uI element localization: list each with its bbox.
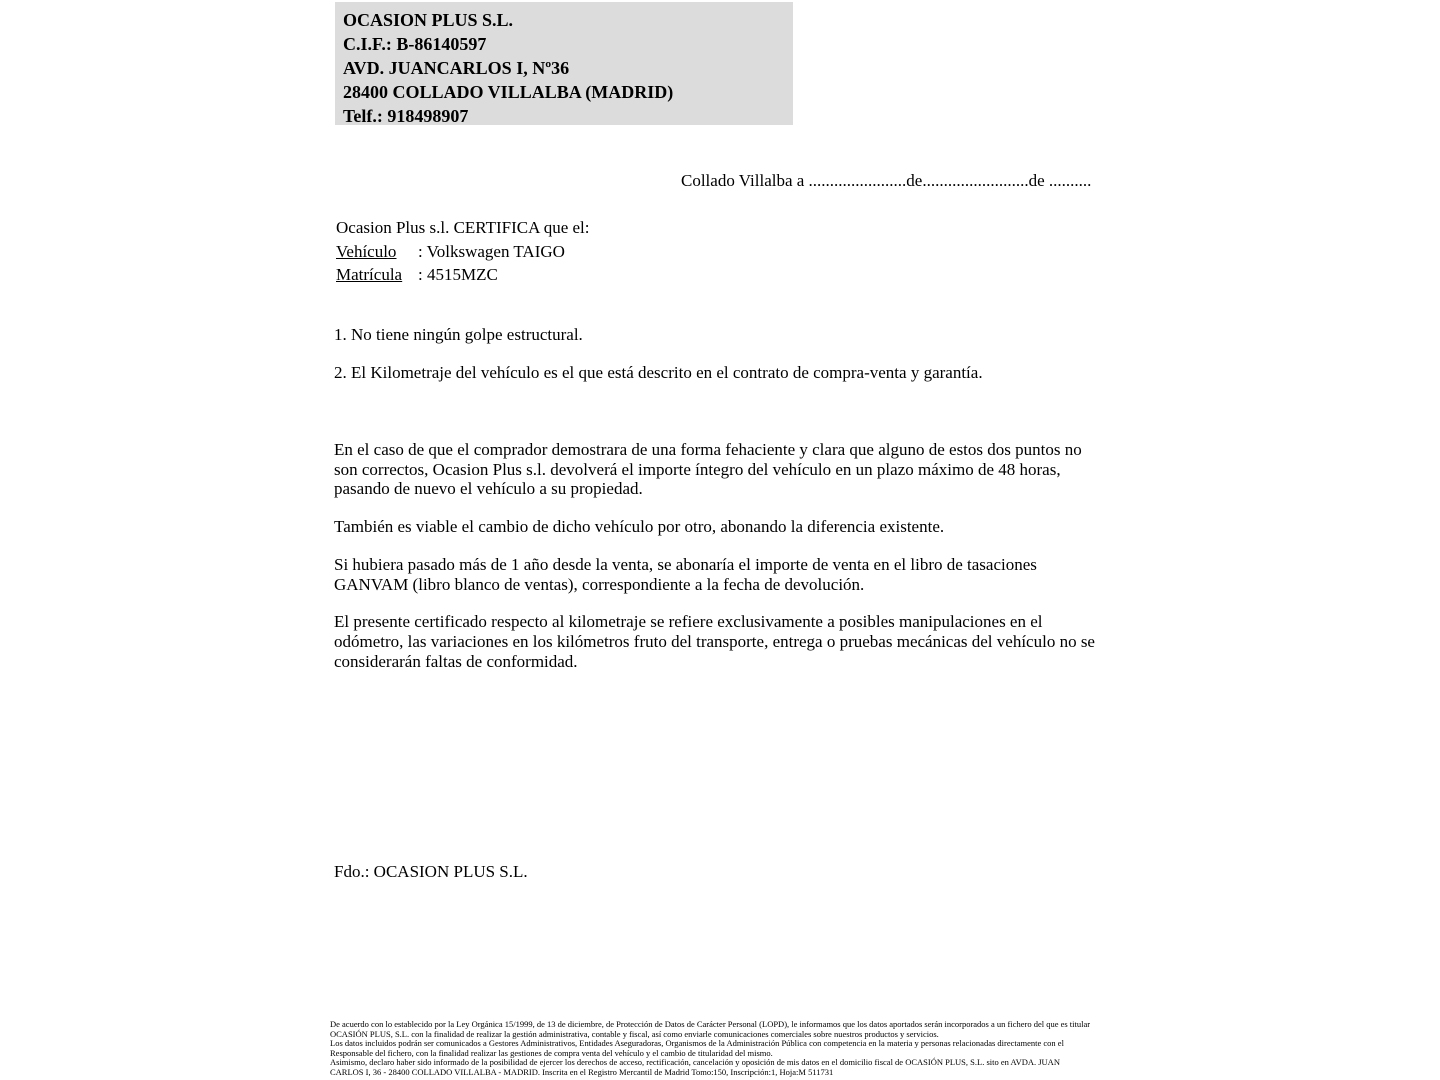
paragraph-odometer: El presente certificado respecto al kilometraje se refiere exclusivamente a posibles manipulaciones en el odómetro, las variaciones en los kilómetros fruto del transporte, entrega o pruebas mecánicas del vehículo no se considerarán faltas de conformidad. (334, 612, 1095, 671)
company-name: OCASION PLUS S.L. (343, 10, 514, 30)
company-header-box (335, 2, 793, 125)
certification-intro: Ocasion Plus s.l. CERTIFICA que el: (336, 218, 590, 237)
certified-points (334, 325, 1104, 400)
legal-line-1: De acuerdo con lo establecido por la Ley Orgánica 15/1999, de 13 de diciembre, de Protección de Datos de Carácter Personal (LOPD), le informamos que los datos aportados serán incorporados a un fichero del que es titular (330, 1019, 1091, 1029)
legal-line-5: Asimismo, declaro haber sido informado de la posibilidad de ejercer los derechos de acceso, rectificación, cancelación y oposición de mis datos en el domicilio fiscal de OCASIÓN PLUS, S.L. sito en AVDA. JUAN (330, 1057, 1060, 1068)
point-1: 1. No tiene ningún golpe estructural. (334, 325, 583, 344)
point-2: 2. El Kilometraje del vehículo es el que está descrito en el contrato de compra-venta y garantía. (334, 362, 983, 382)
plate-field (336, 263, 590, 287)
certification-block (336, 216, 590, 287)
signature-line: Fdo.: OCASION PLUS S.L. (334, 862, 528, 881)
legal-line-2: OCASIÓN PLUS, S.L. con la finalidad de realizar la gestión administrativa, contable y fiscal, así como enviarle comunicaciones comerciales sobre nuestros productos y servicios. (330, 1028, 939, 1039)
legal-line-3: Los datos incluidos podrán ser comunicados a Gestores Administrativos, Entidades Aseguradoras, Organismos de la Administración Pública con competencia en la materia y personas relacionadas directamente con el (330, 1038, 1064, 1049)
vehicle-label: Vehículo (336, 241, 397, 261)
paragraph-exchange: También es viable el cambio de dicho vehículo por otro, abonando la diferencia existente. (334, 517, 945, 537)
legal-fine-print (330, 1020, 1120, 1078)
plate-value: : 4515MZC (418, 265, 498, 284)
vehicle-value: : Volkswagen TAIGO (418, 241, 565, 261)
body-text (334, 440, 1098, 689)
vehicle-field (336, 240, 590, 264)
company-cif: C.I.F.: B-86140597 (343, 34, 487, 54)
date-line: Collado Villalba a .......................de.........................de .......... (681, 171, 1092, 190)
company-city: 28400 COLLADO VILLALBA (MADRID) (343, 82, 674, 102)
paragraph-refund: En el caso de que el comprador demostrara de una forma fehaciente y clara que alguno de estos dos puntos no son correctos, Ocasion Plus s.l. devolverá el importe íntegro del vehículo en un plazo máximo de 48 horas, pasando de nuevo el vehículo a su propiedad. (334, 440, 1082, 499)
legal-line-6: CARLOS I, 36 - 28400 COLLADO VILLALBA - MADRID. Inscrita en el Registro Mercantil de Madrid Tomo:150, Inscripción:1, Hoja:M 511731 (330, 1066, 834, 1077)
paragraph-ganvam: Si hubiera pasado más de 1 año desde la venta, se abonaría el importe de venta en el libro de tasaciones GANVAM (libro blanco de ventas), correspondiente a la fecha de devolución. (334, 554, 1037, 594)
plate-label: Matrícula (336, 265, 403, 284)
legal-line-4: Responsable del fichero, con la finalidad realizar las gestiones de compra venta del vehículo y el cambio de titularidad del mismo. (330, 1047, 773, 1058)
company-phone: Telf.: 918498907 (343, 106, 469, 126)
company-address: AVD. JUANCARLOS I, Nº36 (343, 58, 570, 78)
